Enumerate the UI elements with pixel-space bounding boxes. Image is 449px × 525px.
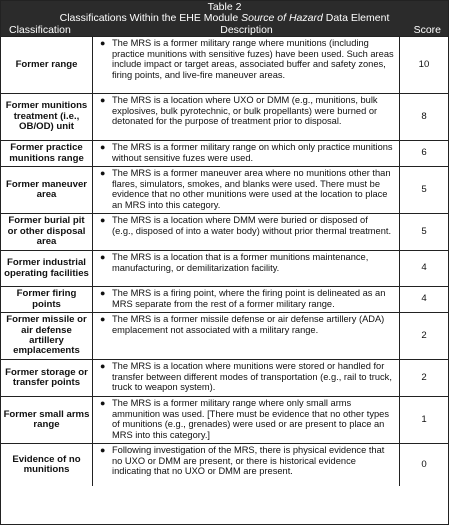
bullet-icon: ● <box>100 215 106 225</box>
table-row <box>1 37 448 94</box>
table-row <box>1 141 448 167</box>
row-description <box>93 214 400 250</box>
row-classification: Former munitions treatment (i.e., OB/OD) unit <box>1 94 93 140</box>
row-score: 6 <box>421 147 427 159</box>
row-score: 8 <box>421 110 427 122</box>
column-header-score: Score <box>413 24 441 36</box>
table-row <box>1 94 448 141</box>
row-score: 2 <box>421 329 427 341</box>
row-score: 5 <box>421 183 427 195</box>
table-title <box>1 13 448 24</box>
bullet-icon: ● <box>100 398 106 408</box>
row-description <box>93 360 400 396</box>
row-description-text: The MRS is a former maneuver area where no munitions other than flares, simulators, smokes, and blanks were used. There must be evidence that no other munitions were used at the location to place an MRS into this category. <box>112 168 391 210</box>
bullet-icon: ● <box>100 252 106 262</box>
row-description-text: The MRS is a firing point, where the firing point is delineated as an MRS separate from the rest of a former military range. <box>112 288 386 309</box>
bullet-icon: ● <box>100 95 106 105</box>
row-score: 5 <box>421 225 427 237</box>
row-classification: Former missile or air defense artillery emplacements <box>1 313 93 359</box>
table-header <box>1 1 448 36</box>
table-row <box>1 167 448 214</box>
row-description-text: The MRS is a location where munitions were stored or handled for transfer between different modes of transportation (e.g., rail to truck, truck to weapon system). <box>112 361 392 393</box>
row-description <box>93 141 400 166</box>
row-score: 4 <box>421 262 427 274</box>
row-classification: Former small arms range <box>1 397 93 443</box>
table-row <box>1 444 448 486</box>
row-description <box>93 397 400 443</box>
bullet-icon: ● <box>100 288 106 298</box>
row-description <box>93 167 400 213</box>
row-description <box>93 94 400 140</box>
table-row <box>1 313 448 360</box>
row-description-text: The MRS is a former missile defense or air defense artillery (ADA) emplacement not associated with a military range. <box>112 314 385 335</box>
bullet-icon: ● <box>100 361 106 371</box>
column-header-classification: Classification <box>9 24 71 36</box>
row-score: 1 <box>421 413 427 425</box>
bullet-icon: ● <box>100 38 106 48</box>
table-title-italic: Source of Hazard <box>241 12 323 24</box>
bullet-icon: ● <box>100 168 106 178</box>
row-score: 10 <box>418 58 430 70</box>
row-classification: Former range <box>1 37 93 93</box>
row-description <box>93 313 400 359</box>
row-description-text: Following investigation of the MRS, there is physical evidence that no UXO or DMM are present, or there is historical evidence indicating that no UXO or DMM are present. <box>112 445 385 477</box>
row-description-text: The MRS is a location that is a former munitions maintenance, manufacturing, or demilitarization facility. <box>112 252 369 273</box>
row-description-text: The MRS is a former military range where only small arms ammunition was used. [There must be evidence that no other types of munitions (e.g., grenades) were used or are present to place an MRS into this category.] <box>112 398 389 440</box>
row-description <box>93 444 400 486</box>
row-score: 0 <box>421 458 427 470</box>
table-row <box>1 287 448 313</box>
row-classification: Evidence of no munitions <box>1 444 93 486</box>
table-row <box>1 397 448 444</box>
row-classification: Former practice munitions range <box>1 141 93 166</box>
row-description-text: The MRS is a location where DMM were buried or disposed of (e.g., disposed of into a water body) without prior thermal treatment. <box>112 215 392 236</box>
row-score: 4 <box>421 293 427 305</box>
column-headers <box>1 24 448 36</box>
table-row <box>1 214 448 251</box>
bullet-icon: ● <box>100 314 106 324</box>
table-row <box>1 360 448 397</box>
bullet-icon: ● <box>100 142 106 152</box>
bullet-icon: ● <box>100 445 106 455</box>
row-classification: Former maneuver area <box>1 167 93 213</box>
row-description <box>93 287 400 312</box>
row-classification: Former firing points <box>1 287 93 312</box>
table-title-prefix: Classifications Within the EHE Module <box>59 12 242 24</box>
table-row <box>1 251 448 287</box>
row-score: 2 <box>421 371 427 383</box>
row-classification: Former burial pit or other disposal area <box>1 214 93 250</box>
table-title-suffix: Data Element <box>322 12 390 24</box>
table-number: Table 2 <box>207 1 242 13</box>
row-classification: Former industrial operating facilities <box>1 251 93 286</box>
row-description-text: The MRS is a former military range on which only practice munitions without sensitive fuzes were used. <box>112 142 393 163</box>
row-description-text: The MRS is a location where UXO or DMM (e.g., munitions, bulk explosives, bulk pyrotechnic, or bulk propellants) were burned or detonated for the purpose of treatment prior to disposal. <box>112 95 378 127</box>
row-classification: Former storage or transfer points <box>1 360 93 396</box>
row-description <box>93 251 400 286</box>
row-description-text: The MRS is a former military range where munitions (including practice munitions with sensitive fuzes) have been used. Such areas include impact or target areas, associated buffer and safety zones, firing points, and live-fire maneuver areas. <box>112 38 394 80</box>
row-description <box>93 37 400 93</box>
table-body <box>1 36 448 486</box>
column-header-description: Description <box>220 24 273 36</box>
